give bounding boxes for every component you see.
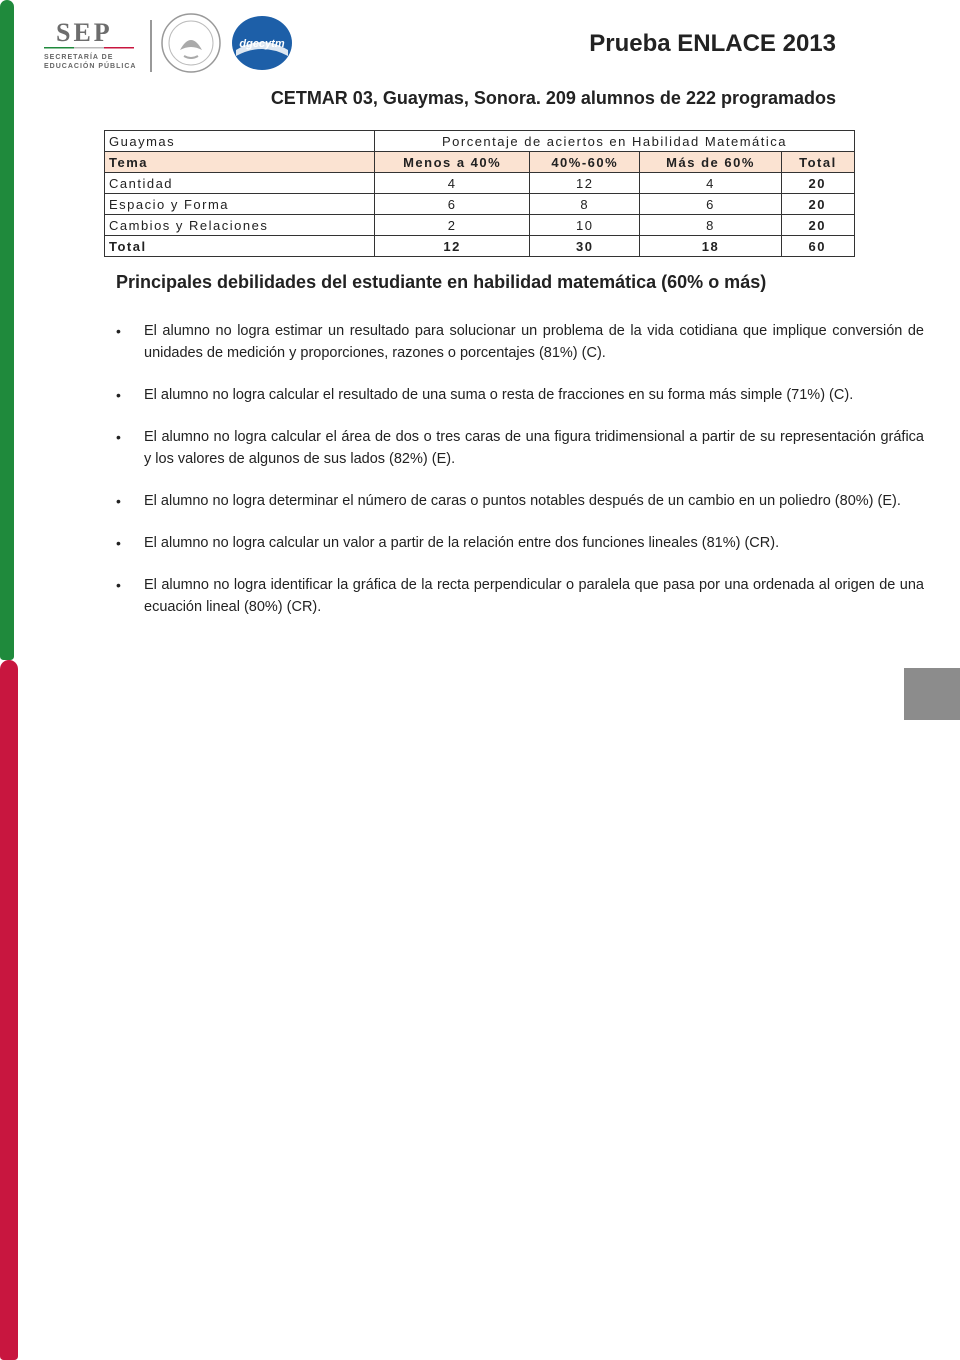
row-value: 12	[530, 173, 640, 194]
row-total: 20	[781, 194, 854, 215]
total-label: Total	[105, 236, 375, 257]
column-header-total: Total	[781, 152, 854, 173]
column-header-40-60: 40%-60%	[530, 152, 640, 173]
logo-divider	[150, 20, 152, 72]
total-value: 12	[375, 236, 530, 257]
national-seal-icon	[160, 12, 222, 74]
sep-logo-text: SEP	[56, 18, 113, 47]
row-total: 20	[781, 215, 854, 236]
table-row	[105, 194, 855, 215]
list-item: • El alumno no logra determinar el número de caras o puntos notables después de un cambio en un poliedro (80%) (E).	[116, 490, 924, 512]
row-value: 6	[375, 194, 530, 215]
page-title: Prueba ENLACE 2013	[589, 30, 836, 57]
total-grand: 60	[781, 236, 854, 257]
corner-gray-block	[904, 668, 960, 720]
row-value: 8	[640, 215, 782, 236]
dgecytm-logo-icon	[230, 14, 294, 72]
row-value: 4	[640, 173, 782, 194]
table-total-row	[105, 236, 855, 257]
section-heading: Principales debilidades del estudiante en habilidad matemática (60% o más)	[116, 272, 767, 292]
column-header-menos-40: Menos a 40%	[375, 152, 530, 173]
sep-logo-line1: SECRETARÍA DE	[44, 54, 114, 61]
row-value: 2	[375, 215, 530, 236]
sep-logo-lines-icon	[44, 47, 134, 51]
row-value: 8	[530, 194, 640, 215]
results-table	[104, 130, 855, 257]
row-topic: Cantidad	[105, 173, 375, 194]
list-item: • El alumno no logra calcular el área de dos o tres caras de una figura tridimensional a partir de su representación gráfica y los valores de algunos de sus lados (82%) (E).	[116, 426, 924, 470]
row-value: 10	[530, 215, 640, 236]
table-row	[105, 173, 855, 194]
total-value: 18	[640, 236, 782, 257]
column-header-tema: Tema	[105, 152, 375, 173]
page-subtitle: CETMAR 03, Guaymas, Sonora. 209 alumnos de 222 programados	[270, 88, 836, 108]
list-item: • El alumno no logra calcular un valor a partir de la relación entre dos funciones lineales (81%) (CR).	[116, 532, 924, 554]
row-total: 20	[781, 173, 854, 194]
table-group-header: Porcentaje de aciertos en Habilidad Matemática	[375, 131, 855, 152]
total-value: 30	[530, 236, 640, 257]
red-stripe-decoration	[0, 660, 18, 1360]
row-topic: Espacio y Forma	[105, 194, 375, 215]
row-value: 4	[375, 173, 530, 194]
row-value: 6	[640, 194, 782, 215]
list-item: • El alumno no logra identificar la gráfica de la recta perpendicular o paralela que pasa por una ordenada al origen de una ecuación lineal (80%) (CR).	[116, 574, 924, 618]
table-row	[105, 215, 855, 236]
table-column-header-row	[105, 152, 855, 173]
dgecytm-logo-text: dgecytm	[239, 38, 285, 50]
green-stripe-decoration	[0, 0, 14, 660]
list-item: • El alumno no logra estimar un resultado para solucionar un problema de la vida cotidiana que implique conversión de unidades de medición y proporciones, razones o porcentajes (81%) (C).	[116, 320, 924, 364]
row-topic: Cambios y Relaciones	[105, 215, 375, 236]
weakness-list	[116, 320, 924, 638]
list-item: • El alumno no logra calcular el resultado de una suma o resta de fracciones en su forma más simple (71%) (C).	[116, 384, 924, 406]
sep-logo-line2: EDUCACIÓN PÚBLICA	[44, 63, 137, 70]
table-group-header-row	[105, 131, 855, 152]
column-header-mas-60: Más de 60%	[640, 152, 782, 173]
table-corner-cell: Guaymas	[105, 131, 375, 152]
